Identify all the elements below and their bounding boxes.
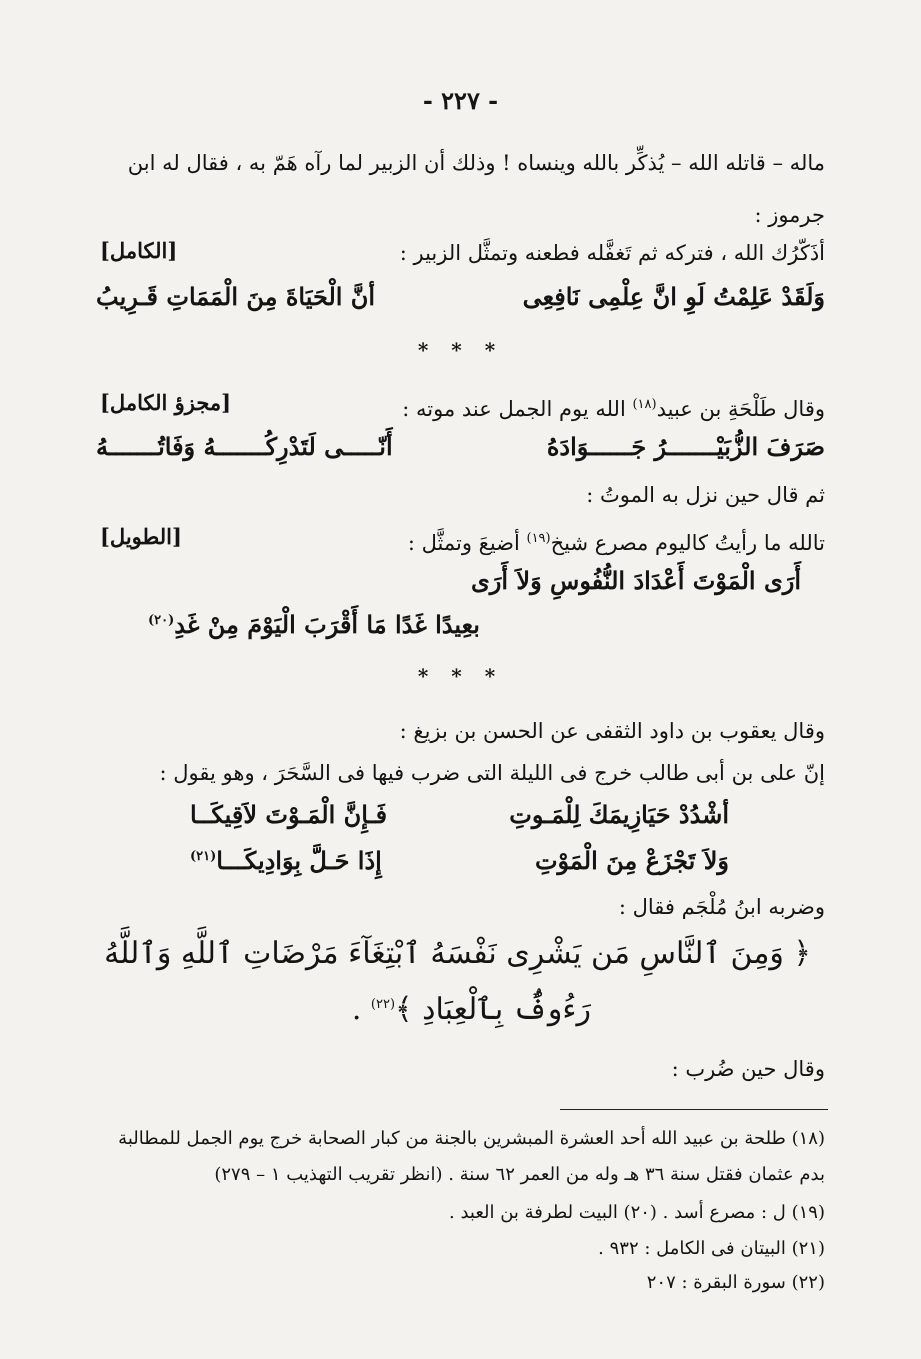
verse-4-first-hemistich: أشْدُدْ حَيَازِيمَكَ لِلْمَـوتِ — [509, 800, 729, 829]
verse-2-first-hemistich: صَرَفَ الزُّبَيْـــــــرُ جَــــــوَادَهُ — [546, 432, 825, 461]
text-line-7: ثم قال حين نزل به الموتُ : — [586, 483, 825, 507]
meter-label-majzu-kamil: [مجزؤ الكامل] — [100, 390, 232, 415]
verse-1 — [96, 282, 825, 322]
verse-1-second-hemistich: أنَّ الْحَيَاةَ مِنَ الْمَمَاتِ قَـرِيبُ — [96, 282, 376, 311]
verse-3-first-hemistich: أَرَى الْمَوْتَ أَعْدَادَ النُّفُوسِ وَلاَ أَرَى — [471, 566, 801, 595]
verse-1-first-hemistich: وَلَقَدْ عَلِمْتُ لَوِ انَّ عِلْمِى نَافِعِى — [522, 282, 825, 311]
footnote-ref-21: (٢١) — [190, 849, 217, 864]
quran-verse-line-1: ﴿ وَمِنَ ٱلنَّاسِ مَن يَشْرِى نَفْسَهُ ٱبْتِغَآءَ مَرْضَاتِ ٱللَّهِ وَٱللَّهُ — [104, 936, 811, 971]
text-line-8-end: أضيعَ وتمثَّل : — [407, 531, 527, 555]
section-separator-2: * * * — [417, 664, 504, 688]
text-line-18: وقال حين ضُرب : — [671, 1057, 825, 1081]
quran-verse-line-2-end: . — [351, 992, 371, 1027]
footnote-18-line-2: بدم عثمان فقتل سنة ٣٦ هـ وله من العمر ٦٢ سنة . (انظر تقريب التهذيب ١ – ٢٧٩) — [214, 1164, 825, 1185]
quran-verse-line-2 — [352, 992, 591, 1027]
verse-5 — [96, 846, 825, 886]
text-line-11: وقال يعقوب بن داود الثقفى عن الحسن بن بزيغ : — [399, 719, 825, 743]
footnote-22: (٢٢) سورة البقرة : ٢٠٧ — [646, 1272, 825, 1293]
quran-verse-line-2-text: رَءُوفٌۢ بِٱلْعِبَادِ ﴾ — [395, 992, 591, 1027]
verse-4-second-hemistich: فَـإِنَّ الْمَـوْتَ لاَقِيكَــا — [190, 800, 388, 829]
text-line-15: وضربه ابنُ مُلْجَم فقال : — [618, 895, 825, 919]
text-line-1: ماله – قاتله الله – يُذكِّر بالله وينساه ! وذلك أن الزبير لما رآه هَمّ به ، فقال له ابن — [127, 151, 825, 175]
section-separator-1: * * * — [417, 338, 504, 362]
text-line-3: أذَكّرُك الله ، فتركه ثم تَغفَّله فطعنه وتمثَّل الزبير : — [399, 241, 825, 265]
verse-3-second-hemistich — [148, 610, 480, 639]
meter-label-kamil: [الكامل] — [100, 238, 178, 263]
footnote-ref-20: (٢٠) — [148, 613, 175, 628]
text-line-5-start: وقال طَلْحَةِ بن عبيد — [656, 397, 825, 421]
footnote-separator — [560, 1109, 828, 1110]
verse-5-first-hemistich: وَلاَ تَجْزَعْ مِنَ الْمَوْتِ — [534, 846, 729, 875]
footnote-19-20: (١٩) ل : مصرع أسد . (٢٠) البيت لطرفة بن العبد . — [449, 1202, 825, 1223]
text-line-2: جرموز : — [754, 203, 825, 227]
footnote-18-line-1: (١٨) طلحة بن عبيد الله أحد العشرة المبشرين بالجنة من كبار الصحابة خرج يوم الجمل للمطالبة — [118, 1128, 825, 1149]
verse-5-second-hemistich-text: إِذَا حَـلَّ بِوَادِيكَـــا — [216, 846, 382, 875]
verse-3-line-a — [96, 566, 825, 606]
footnote-ref-19: (١٩) — [526, 531, 551, 546]
verse-4 — [96, 800, 825, 840]
footnote-ref-22: (٢٢) — [370, 997, 396, 1012]
text-line-12: إنّ على بن أبى طالب خرج فى الليلة التى ضرب فيها فى السَّحَرَ ، وهو يقول : — [159, 761, 825, 785]
text-line-8 — [96, 524, 825, 558]
verse-2-second-hemistich: أَنّـــــى لَتَدْرِكُـــــــهُ وَفَاتُـــــــهُ — [96, 432, 393, 461]
verse-3-second-hemistich-text: بعِيدًا غَدًا مَا أَقْرَبَ الْيَوْمَ مِنْ غَدِ — [174, 610, 480, 639]
text-line-5-end: الله يوم الجمل عند موته : — [402, 397, 633, 421]
text-line-8-start: تالله ما رأيتُ كاليوم مصرع شيخ — [550, 531, 825, 555]
page-number: - ٢٢٧ - — [422, 86, 499, 115]
footnote-21: (٢١) البيتان فى الكامل : ٩٣٢ . — [598, 1238, 825, 1259]
footnote-ref-18: (١٨) — [632, 397, 657, 412]
verse-5-second-hemistich — [190, 846, 382, 875]
verse-3-line-b — [96, 610, 825, 650]
verse-2 — [96, 432, 825, 472]
meter-label-tawil: [الطويل] — [100, 524, 182, 549]
